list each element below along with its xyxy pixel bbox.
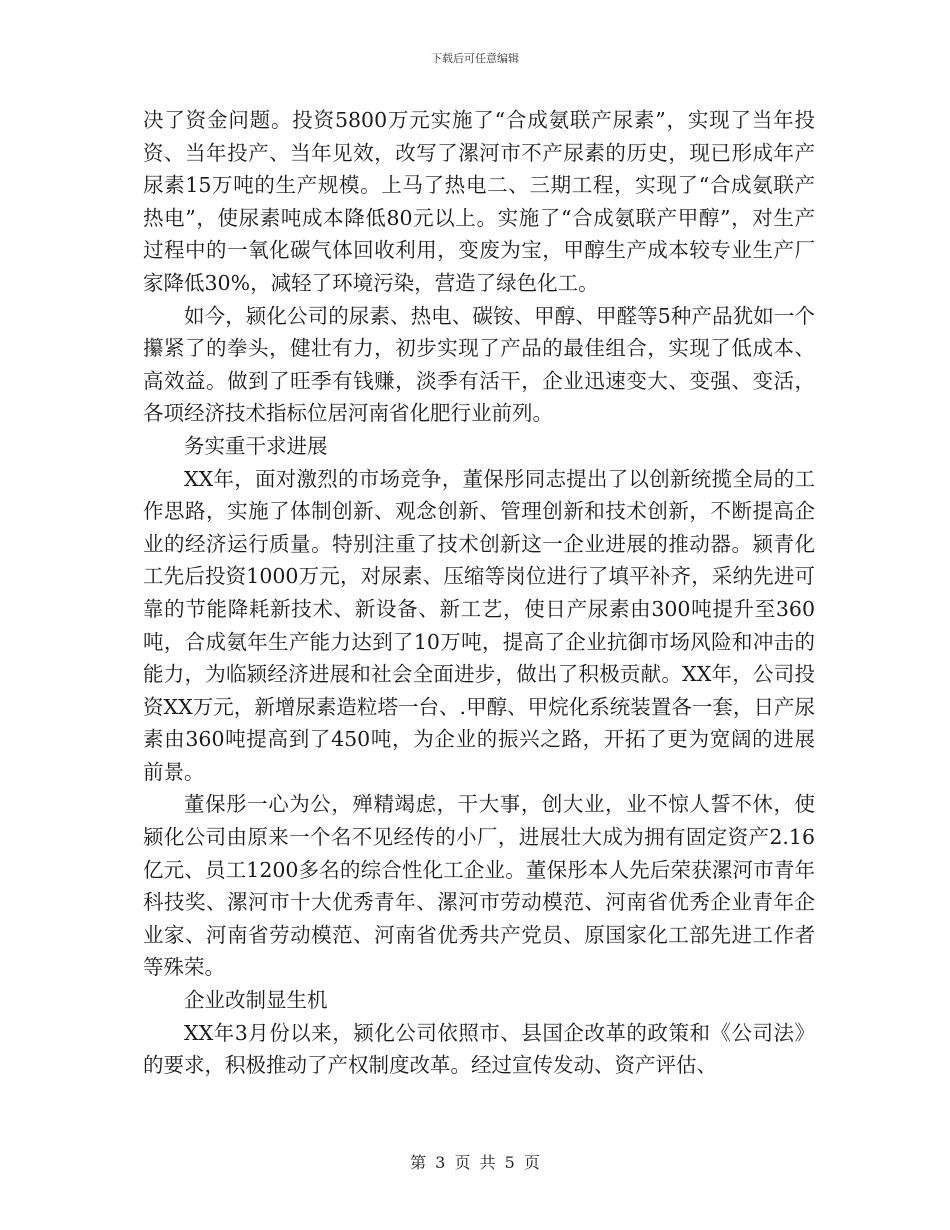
paragraph-2: 如今，颍化公司的尿素、热电、碳铵、甲醇、甲醛等5种产品犹如一个攥紧了的拳头，健壮有力，初步实现了产品的最佳组合，实现了低成本、高效益。做到了旺季有钱赚，淡季有活干，企业迅速变大、变强、变活，各项经济技术指标位居河南省化肥行业前列。 [143, 303, 815, 426]
paragraph-4: 董保彤一心为公，殚精竭虑，干大事，创大业，业不惊人誓不休，使颍化公司由原来一个名不见经传的小厂，进展壮大成为拥有固定资产2.16亿元、员工1200多名的综合性化工企业。董保彤本人先后荣获漯河市青年科技奖、漯河市十大优秀青年、漯河市劳动模范、河南省优秀企业青年企业家、河南省劳动模范、河南省优秀共产党员、原国家化工部先进工作者等殊荣。 [143, 792, 815, 980]
paragraph-5: XX年3月份以来，颍化公司依照市、县国企改革的政策和《公司法》的要求，积极推动了产权制度改革。经过宣传发动、资产评估、 [143, 1020, 815, 1078]
page-footer: 第 3 页 共 5 页 [410, 1153, 540, 1172]
document-body [143, 104, 815, 1082]
section-heading-1: 务实重干求进展 [184, 433, 328, 458]
paragraph-3: XX年，面对激烈的市场竞争，董保彤同志提出了以创新统揽全局的工作思路，实施了体制创新、观念创新、管理创新和技术创新，不断提高企业的经济运行质量。特别注重了技术创新这一企业进展的推动器。颍青化工先后投资1000万元，对尿素、压缩等岗位进行了填平补齐，采纳先进可靠的节能降耗新技术、新设备、新工艺，使日产尿素由300吨提升至360吨，合成氨年生产能力达到了10万吨，提高了企业抗御市场风险和冲击的能力，为临颍经济进展和社会全面进步，做出了积极贡献。XX年，公司投资XX万元，新增尿素造粒塔一台、.甲醇、甲烷化系统装置各一套，日产尿素由360吨提高到了450吨，为企业的振兴之路，开拓了更为宽阔的进展前景。 [143, 466, 815, 784]
page-header: 下载后可任意编辑 [431, 52, 519, 65]
paragraph-1: 决了资金问题。投资5800万元实施了“合成氨联产尿素”，实现了当年投资、当年投产、当年见效，改写了漯河市不产尿素的历史，现已形成年产尿素15万吨的生产规模。上马了热电二、三期工程，实现了“合成氨联产热电”，使尿素吨成本降低80元以上。实施了“合成氨联产甲醇”，对生产过程中的一氧化碳气体回收利用，变废为宝，甲醇生产成本较专业生产厂家降低30%，减轻了环境污染，营造了绿色化工。 [143, 108, 815, 295]
section-heading-2: 企业改制显生机 [184, 988, 328, 1013]
